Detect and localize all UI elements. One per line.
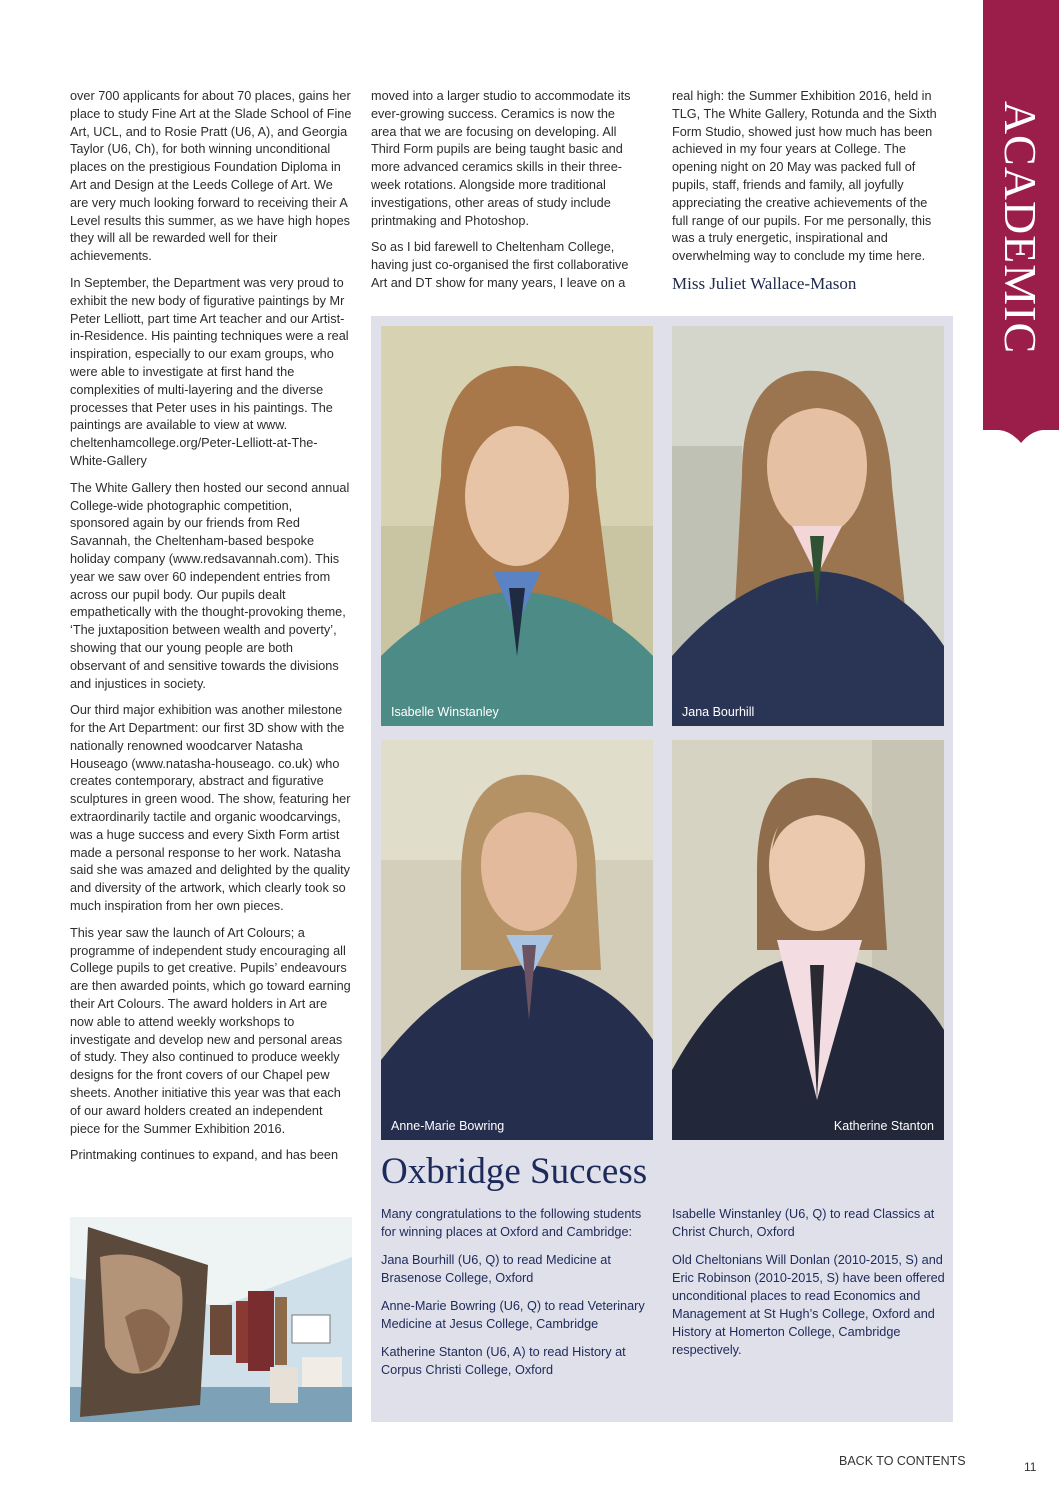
portrait-photo	[381, 326, 653, 726]
photo-caption: Anne-Marie Bowring	[391, 1119, 505, 1133]
section-tab-label: ACADEMIC	[995, 100, 1047, 355]
portrait-photo	[672, 740, 944, 1140]
photo-caption: Isabelle Winstanley	[391, 705, 499, 719]
oxbridge-entry: Katherine Stanton (U6, A) to read History at Corpus Christi College, Oxford	[381, 1345, 626, 1377]
paragraph: over 700 applicants for about 70 places, gains her place to study Fine Art at the Slade School of Fine Art, UCL, and to Rosie Pratt (U6, A), and Georgia Taylor (U6, Ch), for both winning unconditional places on the prestigious Foundation Diploma in Art and Design at the Leeds College of Art. We are very much looking forward to receiving their A Level results this summer, as we have high hopes they will all be rewarded well for their achievements.	[70, 89, 352, 264]
photo-caption: Jana Bourhill	[682, 705, 755, 719]
paragraph: Our third major exhibition was another milestone for the Art Department: our first 3D show with the nationally renowned woodcarver Natasha Houseago (www.natasha-houseago. co.uk) who creates contemporary, abstract and figurative sculptures in green wood. The show, featuring her extraordinarily tactile and organic woodcarvings, was a huge success and every Sixth Form artist made a personal response to her work. Natasha said she was amazed and delighted by the quality and diversity of the artwork, which clearly took so much inspiration from her own pieces.	[70, 703, 351, 914]
oxbridge-entry: Old Cheltonians Will Donlan (2010-2015, S) and Eric Robinson (2010-2015, S) have been offered unconditional places to read Economics and Management at St Hugh’s College, Oxford and History at Homerton College, Cambridge respectively.	[672, 1253, 945, 1357]
portrait-photo	[381, 740, 653, 1140]
oxbridge-list-right	[672, 1205, 947, 1369]
oxbridge-list-left	[381, 1205, 646, 1389]
paragraph: In September, the Department was very proud to exhibit the new body of figurative paintings by Mr Peter Lelliott, part time Art teacher and our Artist-in-Residence. His painting techniques were a real inspiration, especially to our exam groups, who were able to investigate at first hand the complexities of multi-layering and the diverse processes that Peter uses in his paintings. The paintings are available to view at www. cheltenhamcollege.org/Peter-Lelliott-at-The-White-Gallery	[70, 275, 349, 468]
article-column-2	[371, 88, 641, 302]
oxbridge-entry: Jana Bourhill (U6, Q) to read Medicine at Brasenose College, Oxford	[381, 1253, 611, 1285]
back-to-contents-link[interactable]: BACK TO CONTENTS	[839, 1454, 966, 1468]
page-number: 11	[1024, 1460, 1037, 1474]
paragraph: The White Gallery then hosted our second annual College-wide photographic competition, sponsored again by our friends from Red Savannah, the Cheltenham-based bespoke holiday company (www.redsavannah.com). This year we saw over 60 independent entries from across our pupil body. Our pupils dealt empathetically with the thought-provoking theme, ‘The juxtaposition between wealth and poverty’, showing that our young people are both observant of and sensitive towards the divisions and injustices in society.	[70, 480, 350, 691]
author-signature: Miss Juliet Wallace-Mason	[672, 273, 857, 293]
photo-caption: Katherine Stanton	[833, 1119, 934, 1133]
oxbridge-intro: Many congratulations to the following students for winning places at Oxford and Cambridge:	[381, 1207, 642, 1239]
paragraph: This year saw the launch of Art Colours; a programme of independent study encouraging all College pupils to get creative. Pupils’ endeavours are then awarded points, which go toward earning their Art Colours. The award holders in Art are now able to attend weekly workshops to investigate and develop new and personal areas of study. They also continued to produce weekly designs for the front covers of our Chapel pew sheets. Another initiative this year was that each of our award holders created an independent piece for the Summer Exhibition 2016.	[70, 925, 351, 1136]
paragraph: real high: the Summer Exhibition 2016, held in TLG, The White Gallery, Rotunda and the Sixth Form Studio, showed just how much has been achieved in my four years at College. The opening night on 20 May was packed full of pupils, staff, friends and family, all joyfully appreciating the creative achievements of the full range of our pupils. For me personally, this was a truly energetic, inspirational and overwhelming way to conclude my time here.	[672, 89, 937, 264]
oxbridge-entry: Anne-Marie Bowring (U6, Q) to read Veterinary Medicine at Jesus College, Cambridge	[381, 1299, 645, 1331]
section-heading: Oxbridge Success	[381, 1151, 648, 1192]
paragraph: Printmaking continues to expand, and has been	[70, 1148, 339, 1163]
article-column-3	[672, 88, 944, 293]
paragraph: So as I bid farewell to Cheltenham College, having just co-organised the first collaborative Art and DT show for many years, I leave on a	[371, 240, 629, 290]
section-tab	[983, 0, 1059, 445]
article-column-1	[70, 88, 352, 1174]
gallery-photo	[70, 1217, 352, 1422]
oxbridge-entry: Isabelle Winstanley (U6, Q) to read Classics at Christ Church, Oxford	[672, 1207, 935, 1239]
paragraph: moved into a larger studio to accommodate its ever-growing success. Ceramics is now the area that we are focusing on developing. All Third Form pupils are being taught basic and more advanced ceramics skills in their three-week rotations. Alongside more traditional investigations, other areas of study include printmaking and Photoshop.	[371, 89, 631, 228]
portrait-photo	[672, 326, 944, 726]
